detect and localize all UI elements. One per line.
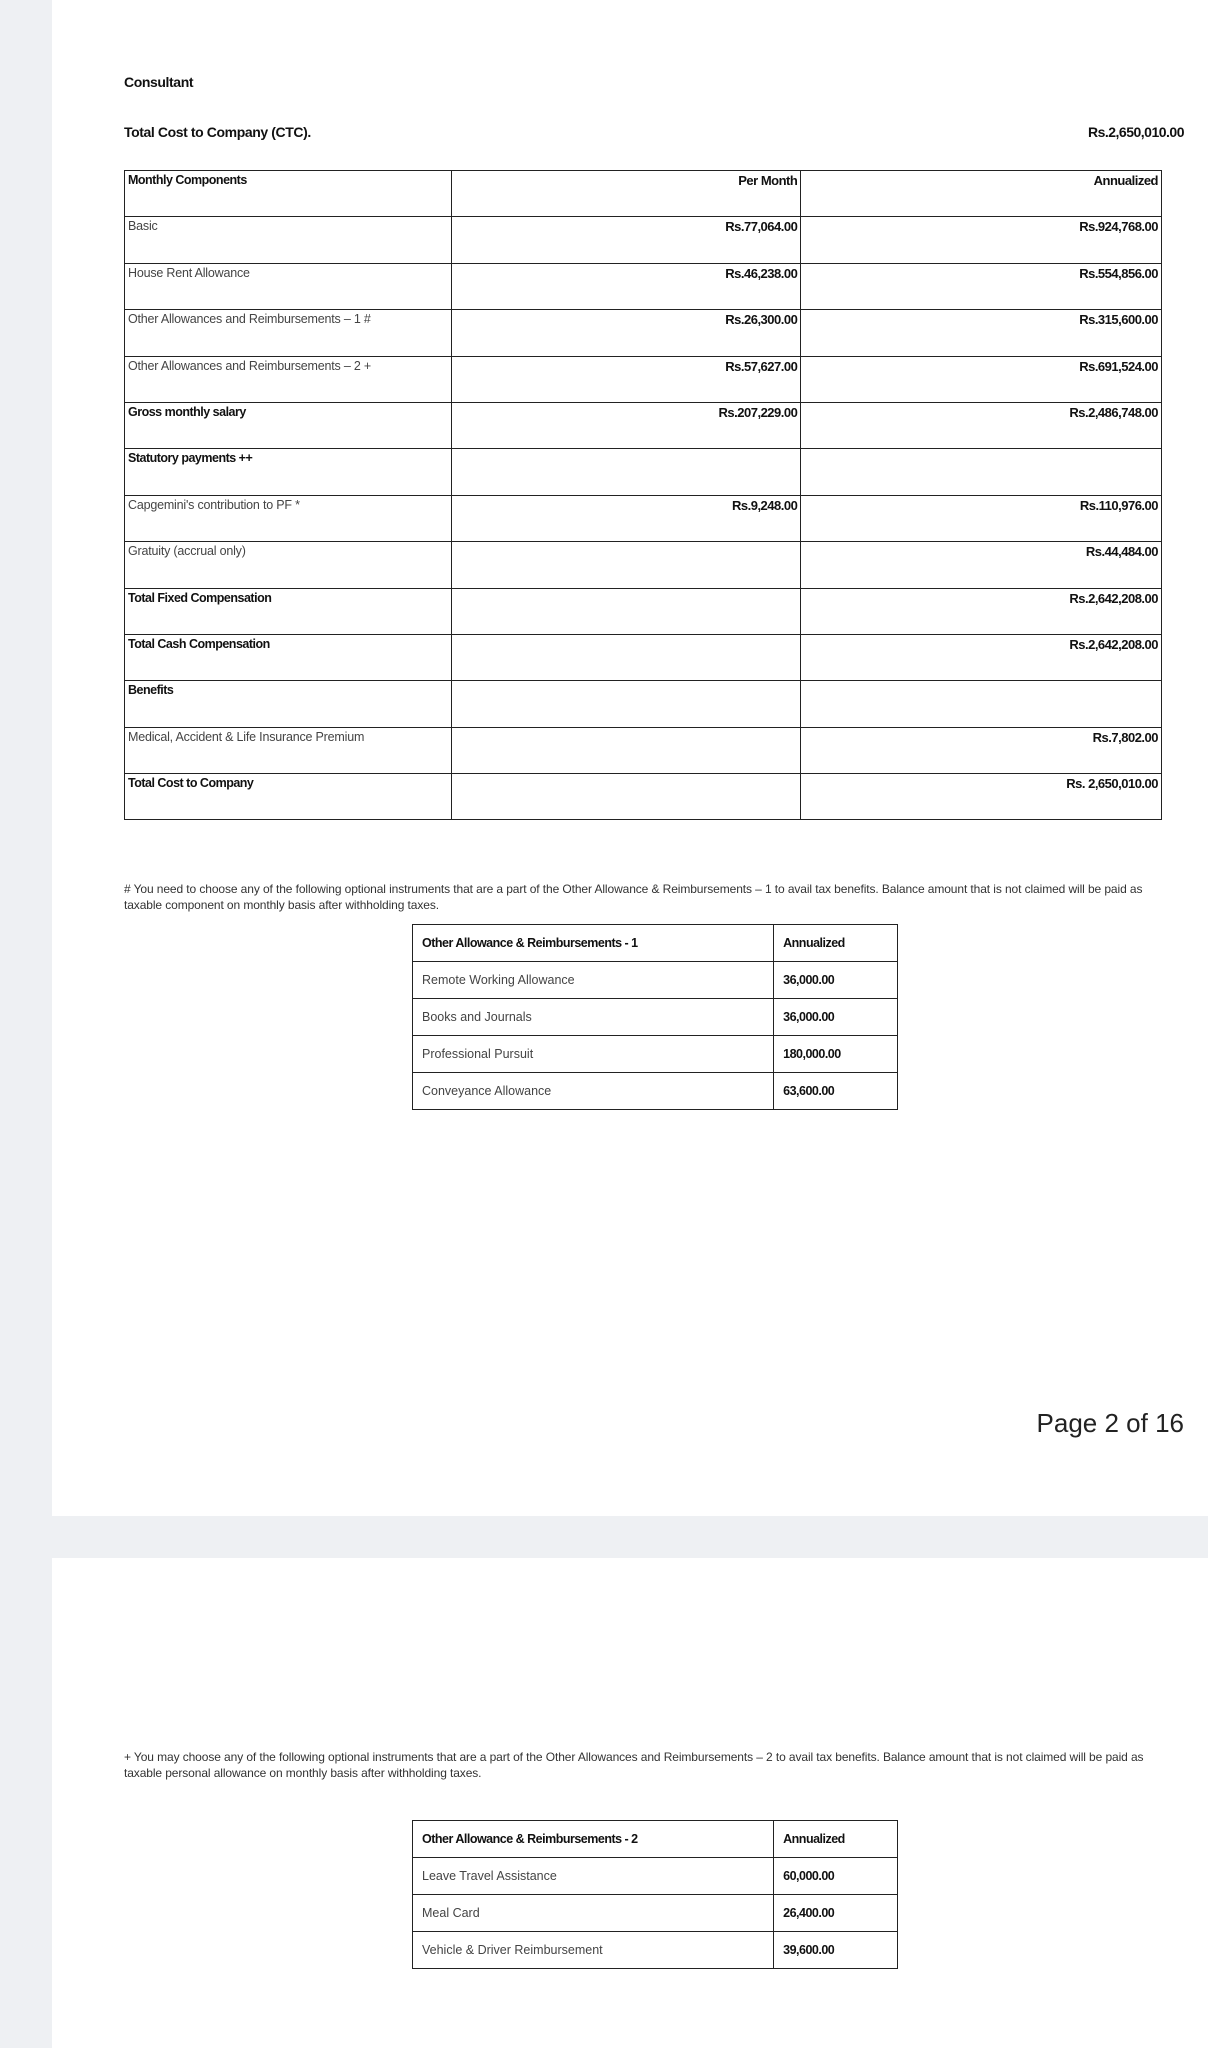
annualized-value: Rs.315,600.00 — [801, 310, 1162, 356]
annualized-value: Rs.7,802.00 — [801, 727, 1162, 773]
column-header: Per Month — [451, 171, 801, 217]
table-row — [125, 217, 1162, 263]
table-header-row — [125, 171, 1162, 217]
row-label: Total Cash Compensation — [125, 634, 452, 680]
annualized-value: Rs.2,642,208.00 — [801, 588, 1162, 634]
annualized-value: Rs.44,484.00 — [801, 542, 1162, 588]
annualized-value: 180,000.00 — [774, 1036, 898, 1073]
table-row — [125, 634, 1162, 680]
row-label: Gratuity (accrual only) — [125, 542, 452, 588]
table-header-row — [413, 925, 898, 962]
page-number: Page 2 of 16 — [1036, 1408, 1184, 1438]
table-row — [413, 1036, 898, 1073]
table-row — [125, 727, 1162, 773]
allowance-2-note: + You may choose any of the following optional instruments that are a part of the Other Allowances and Reimbursements – 2 to avail tax benefits. Balance amount that is not claimed will be paid as taxable personal allowance on monthly basis after withholding taxes. — [124, 1750, 1144, 1780]
annualized-value: 60,000.00 — [774, 1858, 898, 1895]
per-month-value — [451, 774, 801, 820]
table-row — [125, 495, 1162, 541]
per-month-value — [451, 681, 801, 727]
row-label: Statutory payments ++ — [125, 449, 452, 495]
row-label: Professional Pursuit — [413, 1036, 774, 1073]
row-label: House Rent Allowance — [125, 263, 452, 309]
annualized-value: Rs.110,976.00 — [801, 495, 1162, 541]
table-row — [413, 1073, 898, 1110]
per-month-value: Rs.26,300.00 — [451, 310, 801, 356]
row-label: Gross monthly salary — [125, 402, 452, 448]
compensation-table — [124, 170, 1162, 820]
allowance-2-table — [412, 1820, 898, 1969]
row-label: Total Cost to Company — [125, 774, 452, 820]
table-row — [125, 449, 1162, 495]
table-row — [125, 542, 1162, 588]
per-month-value: Rs.57,627.00 — [451, 356, 801, 402]
annualized-value: 26,400.00 — [774, 1895, 898, 1932]
per-month-value — [451, 634, 801, 680]
per-month-value: Rs.9,248.00 — [451, 495, 801, 541]
allowance-1-note: # You need to choose any of the following optional instruments that are a part of the Other Allowance & Reimbursements – 1 to avail tax benefits. Balance amount that is not claimed will be paid as taxable component on monthly basis after withholding taxes. — [124, 882, 1143, 912]
row-label: Meal Card — [413, 1895, 774, 1932]
annualized-value: Rs.924,768.00 — [801, 217, 1162, 263]
column-header: Other Allowance & Reimbursements - 1 — [413, 925, 774, 962]
table-row — [125, 310, 1162, 356]
annualized-value — [801, 681, 1162, 727]
per-month-value — [451, 449, 801, 495]
row-label: Remote Working Allowance — [413, 962, 774, 999]
annualized-value: 36,000.00 — [774, 999, 898, 1036]
annualized-value: Rs. 2,650,010.00 — [801, 774, 1162, 820]
row-label: Benefits — [125, 681, 452, 727]
annualized-value — [801, 449, 1162, 495]
document-page-2 — [52, 1558, 1208, 2048]
ctc-value: Rs.2,650,010.00 — [1087, 124, 1184, 140]
column-header: Monthly Components — [125, 171, 452, 217]
allowance-1-table — [412, 924, 898, 1110]
per-month-value: Rs.46,238.00 — [451, 263, 801, 309]
document-page-1 — [52, 0, 1208, 1516]
row-label: Vehicle & Driver Reimbursement — [413, 1932, 774, 1969]
per-month-value: Rs.77,064.00 — [451, 217, 801, 263]
annualized-value: Rs.554,856.00 — [801, 263, 1162, 309]
column-header: Other Allowance & Reimbursements - 2 — [413, 1821, 774, 1858]
annualized-value: 63,600.00 — [774, 1073, 898, 1110]
column-header: Annualized — [774, 1821, 898, 1858]
table-row — [413, 962, 898, 999]
row-label: Medical, Accident & Life Insurance Premium — [125, 727, 452, 773]
table-row — [125, 774, 1162, 820]
per-month-value — [451, 588, 801, 634]
row-label: Other Allowances and Reimbursements – 2 + — [125, 356, 452, 402]
designation: Consultant — [124, 74, 194, 90]
table-row — [413, 1895, 898, 1932]
row-label: Other Allowances and Reimbursements – 1 # — [125, 310, 452, 356]
per-month-value: Rs.207,229.00 — [451, 402, 801, 448]
table-row — [125, 681, 1162, 727]
table-row — [125, 402, 1162, 448]
row-label: Total Fixed Compensation — [125, 588, 452, 634]
annualized-value: 36,000.00 — [774, 962, 898, 999]
table-row — [413, 999, 898, 1036]
row-label: Capgemini's contribution to PF * — [125, 495, 452, 541]
annualized-value: 39,600.00 — [774, 1932, 898, 1969]
annualized-value: Rs.2,642,208.00 — [801, 634, 1162, 680]
row-label: Books and Journals — [413, 999, 774, 1036]
table-row — [125, 588, 1162, 634]
column-header: Annualized — [774, 925, 898, 962]
per-month-value — [451, 542, 801, 588]
row-label: Leave Travel Assistance — [413, 1858, 774, 1895]
table-row — [125, 263, 1162, 309]
table-row — [125, 356, 1162, 402]
ctc-label: Total Cost to Company (CTC). — [124, 124, 311, 140]
table-header-row — [413, 1821, 898, 1858]
table-row — [413, 1858, 898, 1895]
per-month-value — [451, 727, 801, 773]
row-label: Conveyance Allowance — [413, 1073, 774, 1110]
column-header: Annualized — [801, 171, 1162, 217]
table-row — [413, 1932, 898, 1969]
annualized-value: Rs.2,486,748.00 — [801, 402, 1162, 448]
row-label: Basic — [125, 217, 452, 263]
annualized-value: Rs.691,524.00 — [801, 356, 1162, 402]
